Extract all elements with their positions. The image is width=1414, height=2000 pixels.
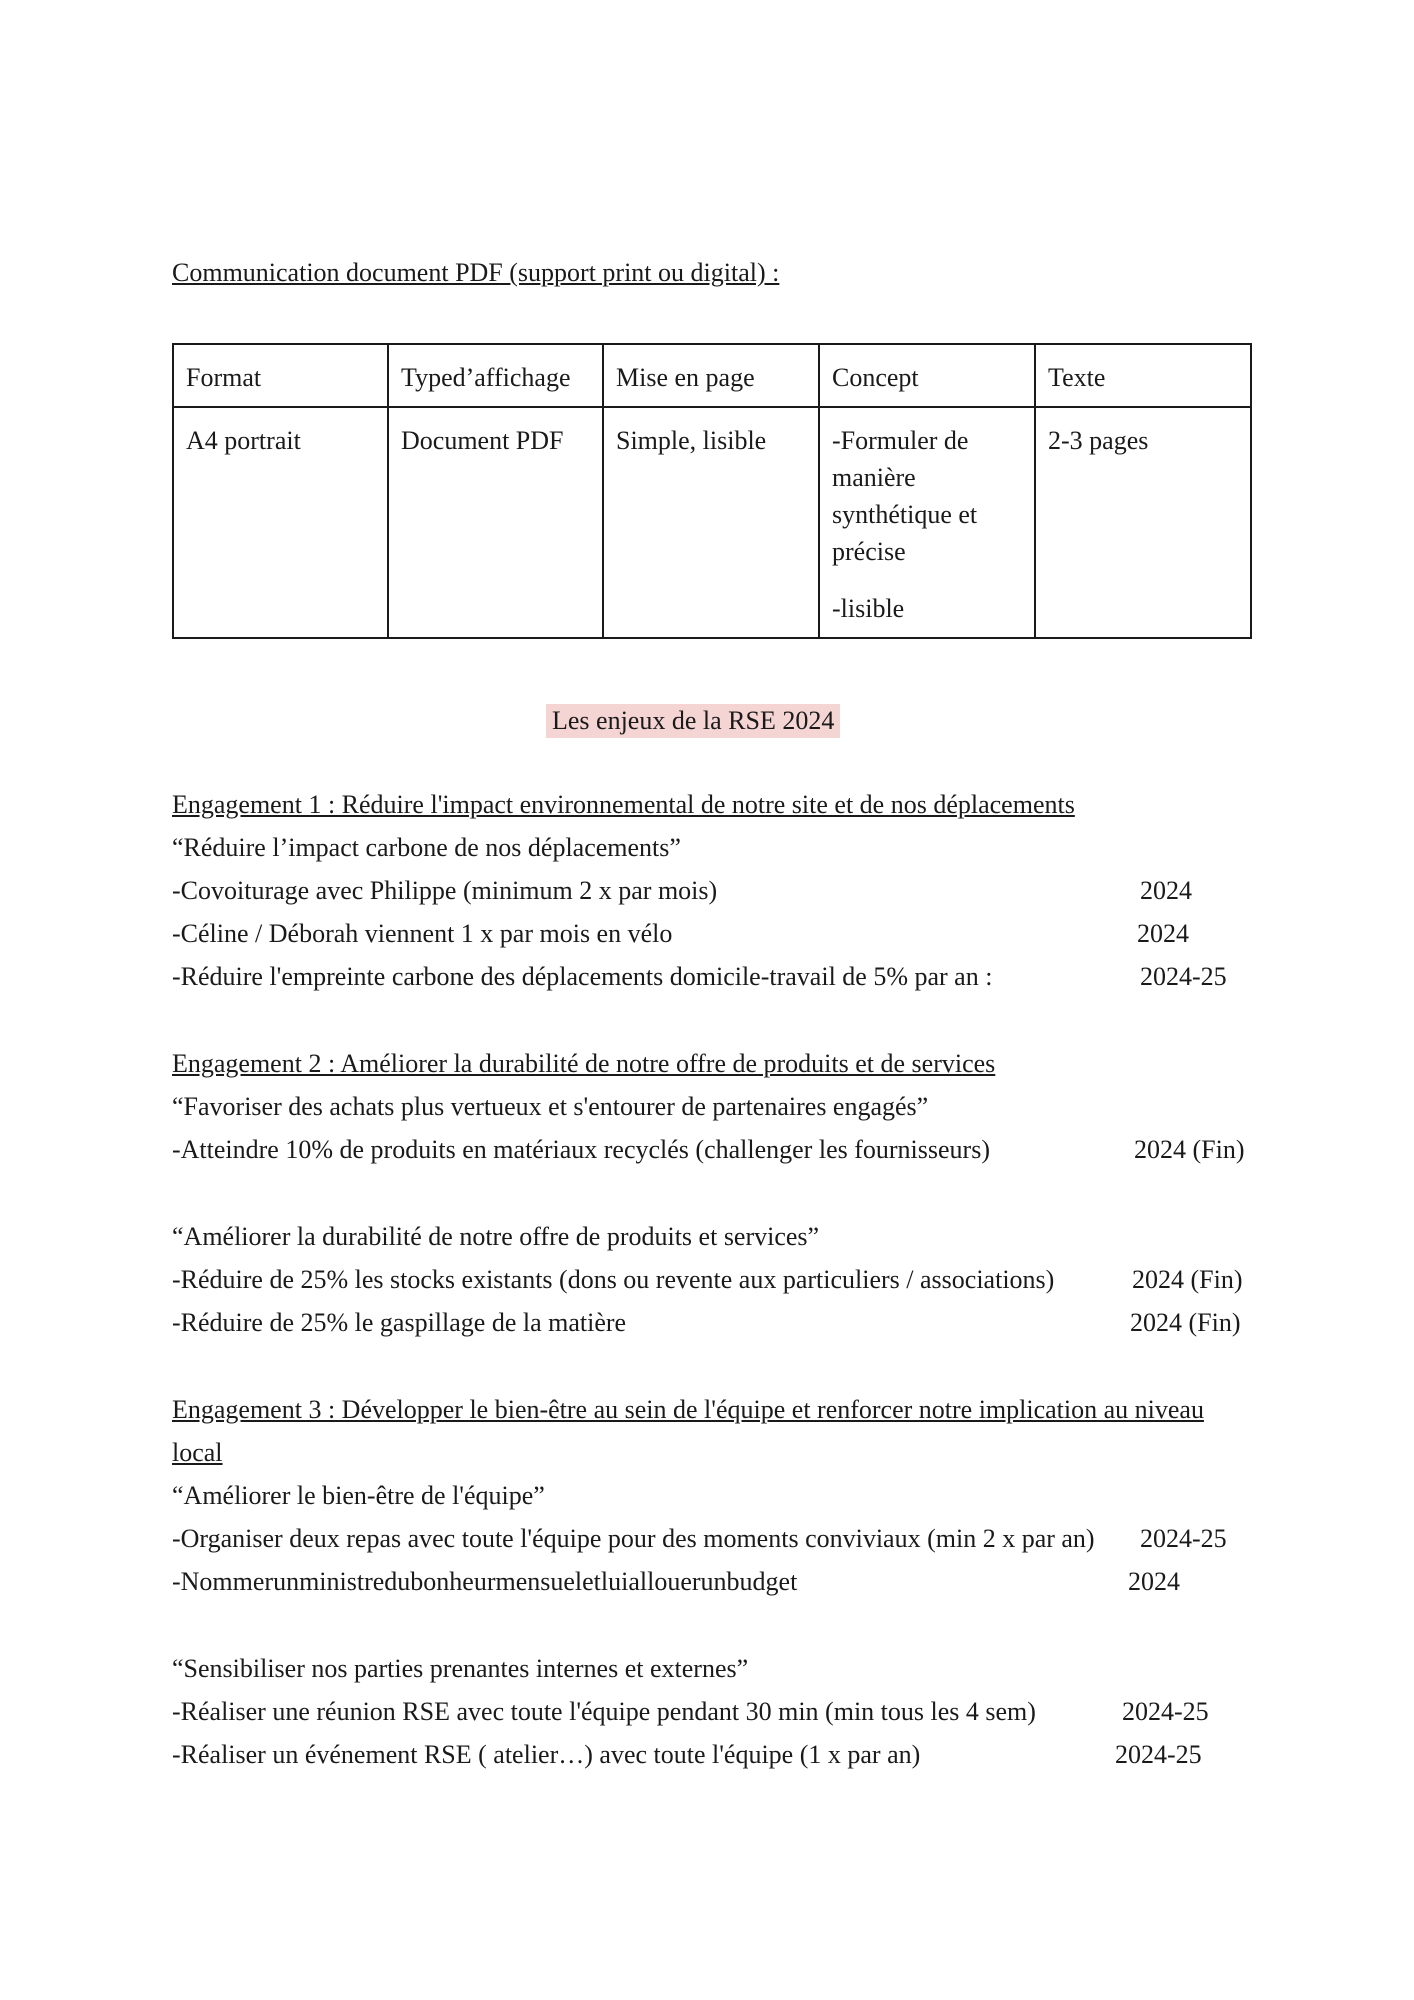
engagement-2-title: Engagement 2 : Améliorer la durabilité de notre offre de produits et de services	[172, 1049, 996, 1078]
engagement-2-subtitle: “Favoriser des achats plus vertueux et s'entourer de partenaires engagés”	[172, 1092, 929, 1121]
list-item: -Réduire de 25% le gaspillage de la matière	[172, 1308, 627, 1337]
table-cell-text: 2-3 pages	[1035, 407, 1251, 638]
item-year: 2024	[1140, 876, 1192, 905]
list-item: -Réaliser un événement RSE ( atelier…) avec toute l'équipe (1 x par an)	[172, 1740, 921, 1769]
item-year: 2024-25	[1140, 962, 1227, 991]
engagement-3-subtitle: “Améliorer le bien-être de l'équipe”	[172, 1481, 545, 1510]
concept-line: -lisible	[832, 594, 905, 623]
item-year: 2024	[1128, 1567, 1180, 1596]
table-header-cell: Typed’affichage	[388, 344, 603, 407]
engagement-3-title: Engagement 3 : Développer le bien-être au sein de l'équipe et renforcer notre implication au niveau	[172, 1395, 1204, 1424]
concept-line: -Formuler de	[832, 426, 969, 455]
item-year: 2024-25	[1122, 1697, 1209, 1726]
concept-line: précise	[832, 537, 906, 566]
engagement-3-subtitle: “Sensibiliser nos parties prenantes internes et externes”	[172, 1654, 749, 1683]
table-cell-type: Document PDF	[388, 407, 603, 638]
list-item: -Atteindre 10% de produits en matériaux recyclés (challenger les fournisseurs)	[172, 1135, 990, 1164]
engagement-3-title-cont: local	[172, 1438, 223, 1467]
list-item: -Réduire de 25% les stocks existants (dons ou revente aux particuliers / associations)	[172, 1265, 1055, 1294]
engagement-2-subtitle: “Améliorer la durabilité de notre offre de produits et services”	[172, 1222, 820, 1251]
table-cell-layout: Simple, lisible	[603, 407, 819, 638]
item-year: 2024	[1137, 919, 1189, 948]
list-item: -Nommerunministredubonheurmensueletluiallouerunbudget	[172, 1567, 798, 1596]
list-item: -Réaliser une réunion RSE avec toute l'équipe pendant 30 min (min tous les 4 sem)	[172, 1697, 1036, 1726]
table-cell-format: A4 portrait	[173, 407, 388, 638]
table-cell-concept	[819, 407, 1035, 638]
engagement-1-title: Engagement 1 : Réduire l'impact environnemental de notre site et de nos déplacements	[172, 790, 1075, 819]
document-heading: Communication document PDF (support print ou digital) :	[172, 258, 780, 287]
table-row	[173, 407, 1251, 638]
list-item: -Organiser deux repas avec toute l'équipe pour des moments conviviaux (min 2 x par an)	[172, 1524, 1095, 1553]
table-header-cell: Concept	[819, 344, 1035, 407]
table-header-cell: Format	[173, 344, 388, 407]
list-item: -Réduire l'empreinte carbone des déplacements domicile-travail de 5% par an :	[172, 962, 993, 991]
list-item: -Covoiturage avec Philippe (minimum 2 x par mois)	[172, 876, 718, 905]
spec-table	[172, 343, 1252, 639]
engagement-1-subtitle: “Réduire l’impact carbone de nos déplacements”	[172, 833, 681, 862]
item-year: 2024-25	[1115, 1740, 1202, 1769]
concept-line: manière	[832, 463, 916, 492]
section-title: Les enjeux de la RSE 2024	[546, 704, 840, 738]
item-year: 2024 (Fin)	[1132, 1265, 1243, 1294]
item-year: 2024 (Fin)	[1130, 1308, 1241, 1337]
table-header-row	[173, 344, 1251, 407]
concept-line: synthétique et	[832, 500, 978, 529]
table-header-cell: Texte	[1035, 344, 1251, 407]
item-year: 2024-25	[1140, 1524, 1227, 1553]
list-item: -Céline / Déborah viennent 1 x par mois en vélo	[172, 919, 673, 948]
item-year: 2024 (Fin)	[1134, 1135, 1245, 1164]
table-header-cell: Mise en page	[603, 344, 819, 407]
